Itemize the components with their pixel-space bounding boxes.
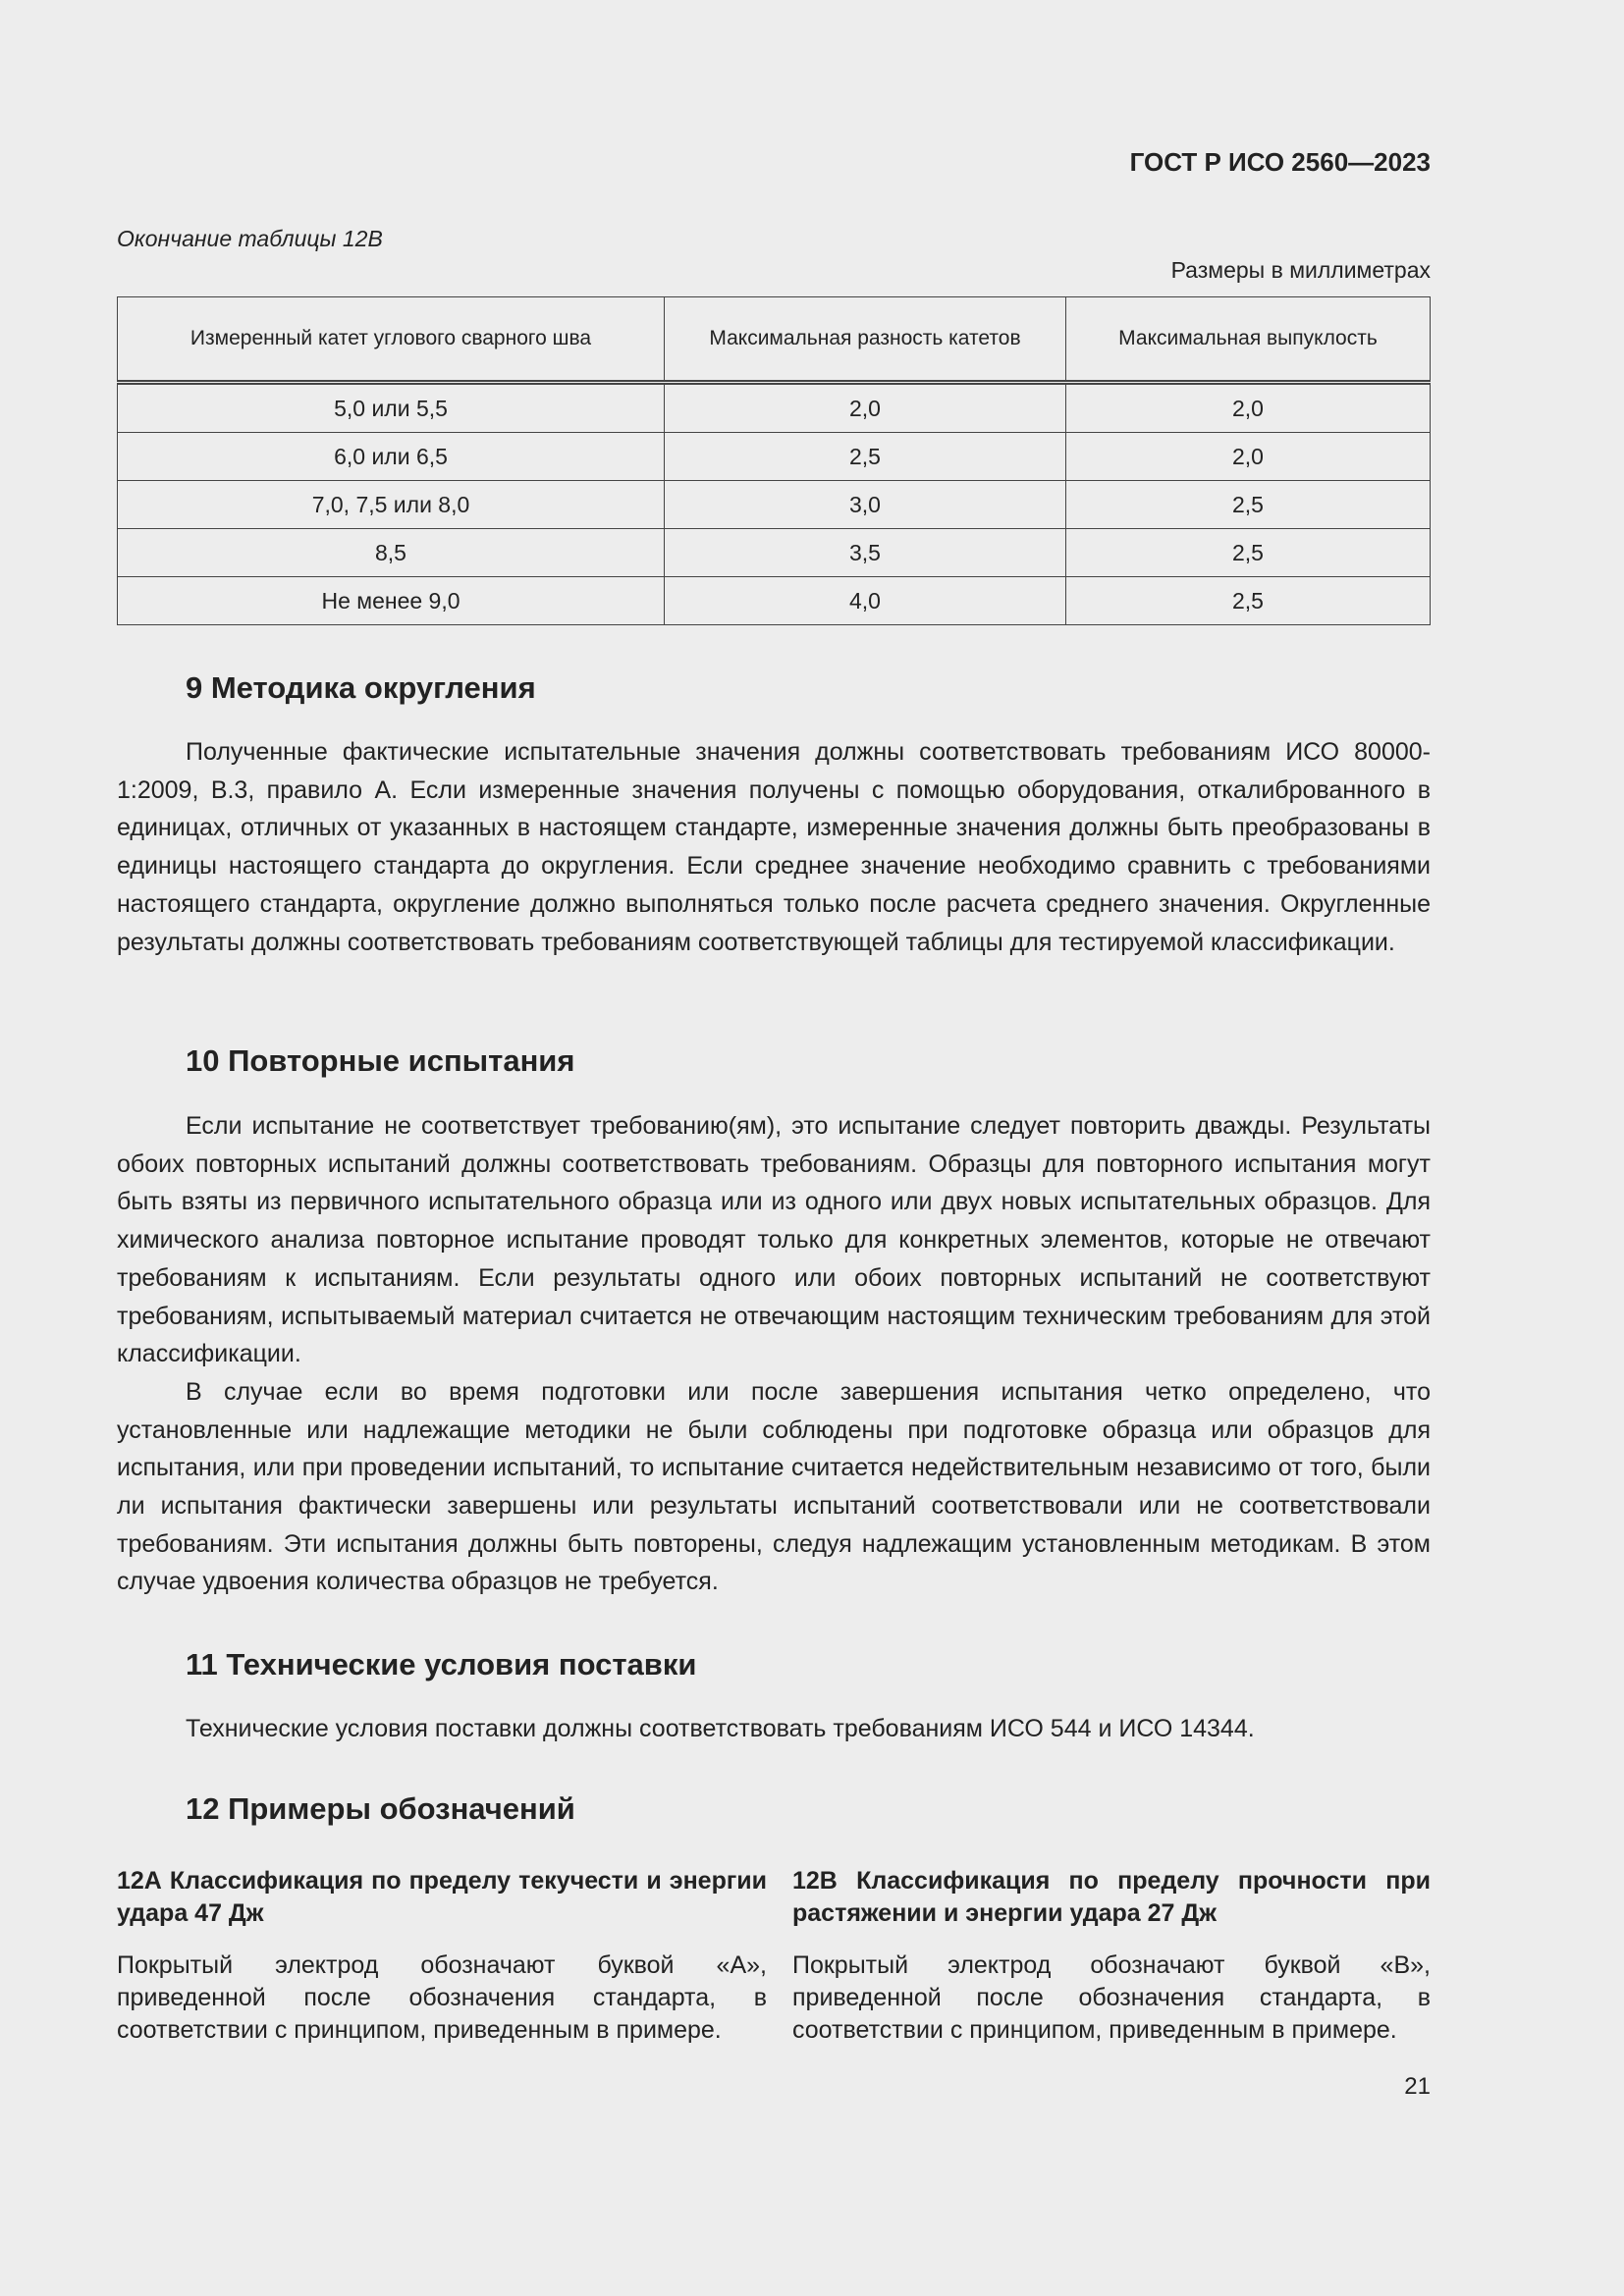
table-units: Размеры в миллиметрах <box>1170 257 1431 283</box>
document-id: ГОСТ Р ИСО 2560—2023 <box>1129 147 1431 177</box>
section-10-heading: 10 Повторные испытания <box>186 1043 575 1078</box>
page-number: 21 <box>1404 2073 1431 2100</box>
column-header: Максимальная выпуклость <box>1066 297 1431 383</box>
table-cell: 7,0, 7,5 или 8,0 <box>118 481 665 529</box>
paragraph: Полученные фактические испытательные значения должны соответствовать требованиям ИСО 80000-1:2009, B.3, правило А. Если измеренные значения получены с помощью оборудования, откалиброванного в единицах, отличных от указанных в настоящем стандарте, измеренные значения должны быть преобразованы в единицы настоящего стандарта до округления. Если среднее значение необходимо сравнить с требованиями настоящего стандарта, округление должно выполняться только после расчета среднего значения. Округленные результаты должны соответствовать требованиям соответствующей таблицы для тестируемой классификации. <box>117 738 1431 956</box>
table-cell: 4,0 <box>665 577 1066 625</box>
section-10-body <box>117 1107 1431 1601</box>
paragraph: Если испытание не соответствует требованию(ям), это испытание следует повторить дважды. Результаты обоих повторных испытаний должны соответствовать требованиям. Образцы для повторного испытания могут быть взяты из первичного испытательного образца или из одного или двух новых испытательных образцов. Для химического анализа повторное испытание проводят только для конкретных элементов, которые не отвечают требованиям к испытаниям. Если результаты одного или обоих повторных испытаний не соответствуют требованиям, испытываемый материал считается не отвечающим настоящим техническим требованиям для этой классификации. <box>117 1112 1431 1368</box>
subsection-text: Покрытый электрод обозначают буквой «В», приведенной после обозначения стандарта, в соответствии с принципом, приведенным в примере. <box>792 1951 1431 2044</box>
table-cell: 2,5 <box>1066 481 1431 529</box>
table-cell: 2,5 <box>665 433 1066 481</box>
paragraph: Технические условия поставки должны соответствовать требованиям ИСО 544 и ИСО 14344. <box>186 1715 1255 1742</box>
table-header-row <box>118 297 1431 383</box>
table-caption: Окончание таблицы 12В <box>117 226 383 251</box>
table-cell: 2,0 <box>1066 383 1431 433</box>
table-cell: 6,0 или 6,5 <box>118 433 665 481</box>
subsection-title: 12В Классификация по пределу прочности при растяжении и энергии удара 27 Дж <box>792 1867 1431 1927</box>
table-row <box>118 481 1431 529</box>
table-12b <box>117 296 1431 625</box>
section-9-heading: 9 Методика округления <box>186 670 536 705</box>
section-11-body <box>117 1710 1431 1748</box>
subsection-text: Покрытый электрод обозначают буквой «А», приведенной после обозначения стандарта, в соответствии с принципом, приведенным в примере. <box>117 1951 767 2044</box>
table-cell: 2,0 <box>1066 433 1431 481</box>
column-header: Максимальная разность катетов <box>665 297 1066 383</box>
subsection-12b <box>792 1865 1431 2047</box>
table-cell: Не менее 9,0 <box>118 577 665 625</box>
section-12-heading: 12 Примеры обозначений <box>186 1791 575 1826</box>
table-row <box>118 529 1431 577</box>
table-row <box>118 383 1431 433</box>
section-9-body <box>117 733 1431 961</box>
table-cell: 2,5 <box>1066 529 1431 577</box>
table-cell: 2,5 <box>1066 577 1431 625</box>
column-header: Измеренный катет углового сварного шва <box>118 297 665 383</box>
subsection-title: 12А Классификация по пределу текучести и энергии удара 47 Дж <box>117 1867 767 1927</box>
section-11-heading: 11 Технические условия поставки <box>186 1647 697 1682</box>
table-row <box>118 577 1431 625</box>
table-row <box>118 433 1431 481</box>
table-cell: 2,0 <box>665 383 1066 433</box>
subsection-12a <box>117 1865 767 2047</box>
table-cell: 8,5 <box>118 529 665 577</box>
table-cell: 5,0 или 5,5 <box>118 383 665 433</box>
paragraph: В случае если во время подготовки или после завершения испытания четко определено, что установленные или надлежащие методики не были соблюдены при подготовке образца или образцов для испытания, или при проведении испытаний, то испытание считается недействительным независимо от того, были ли испытания фактически завершены или результаты испытаний соответствовали или не соответствовали требованиям. Эти испытания должны быть повторены, следуя надлежащим установленным методикам. В этом случае удвоения количества образцов не требуется. <box>117 1377 1431 1596</box>
table-cell: 3,0 <box>665 481 1066 529</box>
table-cell: 3,5 <box>665 529 1066 577</box>
